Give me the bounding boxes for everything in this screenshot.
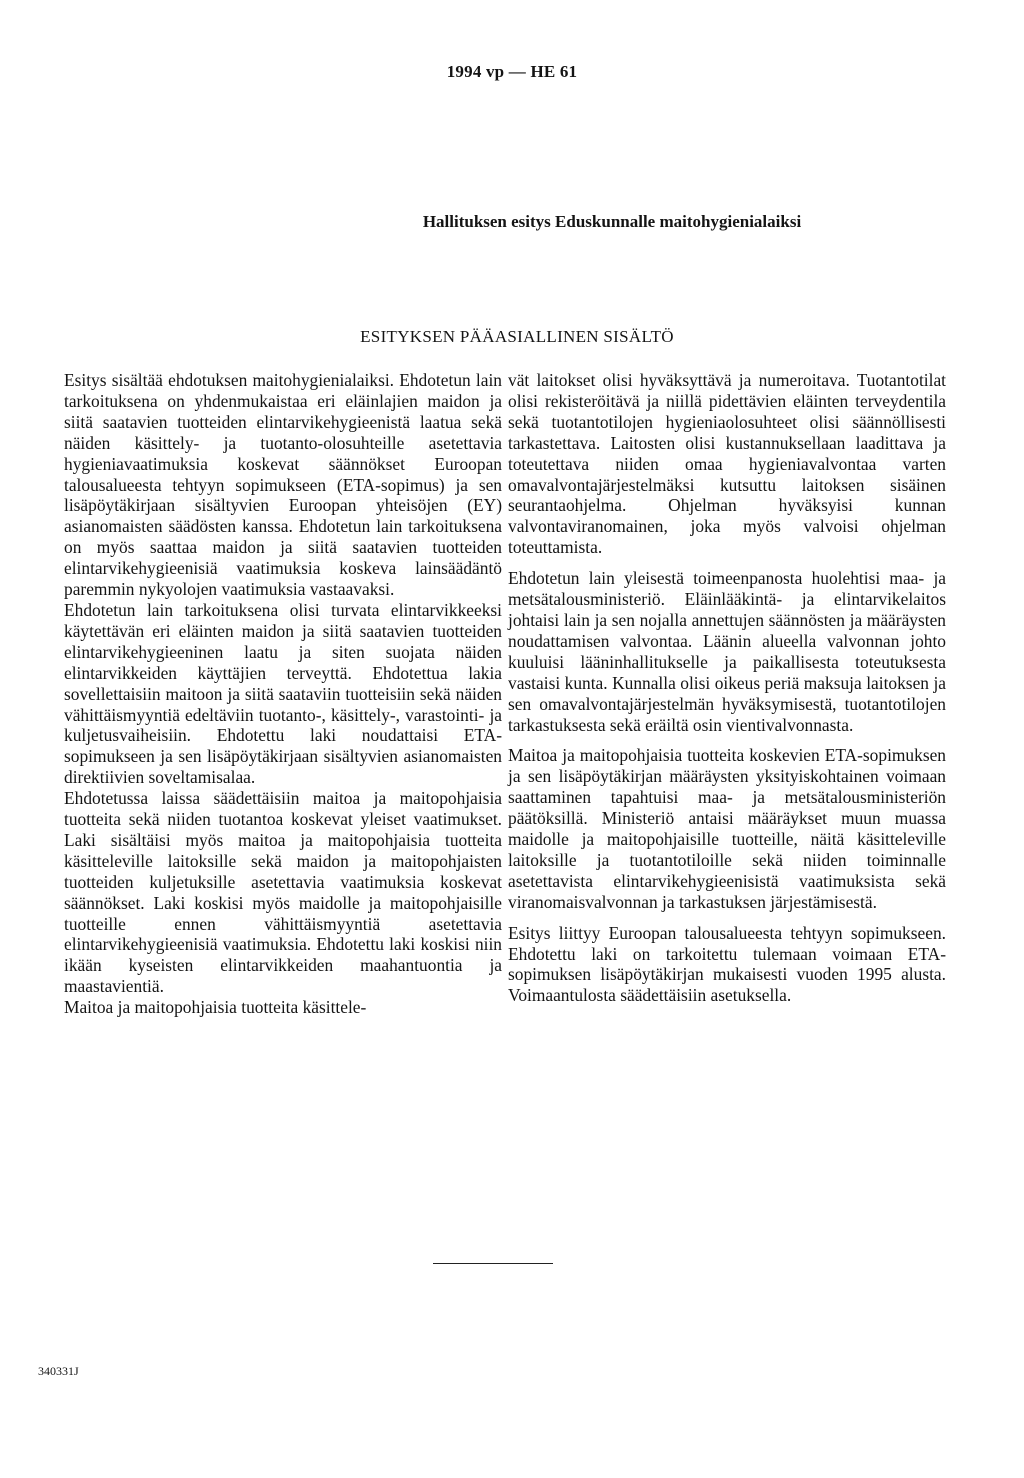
right-paragraph-3: Maitoa ja maitopohjaisia tuotteita koskevien ETA-sopimuksen ja sen lisäpöytäkirjan määräysten yksityiskohtainen voimaan saattaminen tapahtuisi maa- ja metsätalousministeriön päätöksillä. Ministeriö antaisi määräykset muun muassa maidolle ja maitopohjaisille tuotteille, näitä käsitteleville laitoksille ja tuotantotiloille sekä niiden toiminnalle asetettavista elintarvikehygieenisistä vaatimuksista sekä viranomaisvalvonnan ja tarkastuksen järjestämisestä.: [508, 745, 946, 912]
page-header: 1994 vp — HE 61: [446, 62, 578, 81]
section-title: ESITYKSEN PÄÄASIALLINEN SISÄLTÖ: [360, 327, 674, 346]
left-column: [64, 370, 502, 1018]
right-paragraph-4: Esitys liittyy Euroopan talousalueesta tehtyyn sopimukseen. Ehdotettu laki on tarkoitettu tulemaan voimaan ETA-sopimuksen lisäpöytäkirjan mukaisesti vuoden 1995 alusta. Voimaantulosta säädettäisiin asetuksella.: [508, 922, 946, 1006]
right-column: [508, 370, 946, 1006]
end-divider: [433, 1263, 553, 1264]
footer-code: 340331J: [38, 1364, 79, 1378]
left-paragraph-1: Esitys sisältää ehdotuksen maitohygienialaiksi. Ehdotetun lain tarkoituksena on yhdenmukaistaa eri eläinlajien maidon ja siitä saatavien tuotteiden elintarvikehygieenistä laatua sekä näiden käsittely- ja tuotanto-olosuhteille asetettavia hygieniavaatimuksia koskevat säännökset Euroopan talousalueesta tehtyyn sopimukseen (ETA-sopimus) ja sen lisäpöytäkirjaan sisältyvien Euroopan yhteisöjen (EY) asianomaisten säädösten kanssa. Ehdotetun lain tarkoituksena on myös saattaa maidon ja siitä saatavien tuotteiden elintarvikehygieenisiä vaatimuksia koskeva lainsäädäntö paremmin nykyolojen vaatimuksia vastaavaksi.: [64, 370, 502, 600]
left-paragraph-2: Ehdotetun lain tarkoituksena olisi turvata elintarvikkeeksi käytettävän eri eläinten maidon ja siitä saatavien tuotteiden elintarvikehygieeninen laatu ja siten suojata näiden elintarvikkeiden käyttäjien terveyttä. Ehdotettua lakia sovellettaisiin maitoon ja siitä saataviin tuotteisiin sekä näiden vähittäismyyntiä edeltäviin tuotanto-, käsittely-, varastointi- ja kuljetusvaiheisiin. Ehdotettu laki noudattaisi ETA-sopimukseen ja sen lisäpöytäkirjaan sisältyvien asianomaisten direktiivien soveltamisalaa.: [64, 599, 502, 788]
document-title: Hallituksen esitys Eduskunnalle maitohygienialaiksi: [422, 212, 802, 231]
right-paragraph-2: Ehdotetun lain yleisestä toimeenpanosta huolehtisi maa- ja metsätalousministeriö. Eläinlääkintä- ja elintarvikelaitos johtaisi lain ja sen nojalla annettujen säännösten ja määräysten noudattamisen valvontaa. Läänin alueella valvonnan johto kuuluisi lääninhallitukselle ja paikallisesta toteutuksesta vastaisi kunta. Kunnalla olisi oikeus periä maksuja laitoksen ja sen omavalvontajärjestelmän hyväksymisestä, tuotantotilojen tarkastuksesta sekä eräiltä osin vientivalvonnasta.: [508, 568, 946, 735]
right-paragraph-1: vät laitokset olisi hyväksyttävä ja numeroitava. Tuotantotilat olisi rekisteröitävä ja niillä pidettävien eläinten terveydentila sekä tuotantotilojen hygieniaolosuhteet olisi säännöllisesti tarkastettava. Laitosten olisi kustannuksellaan laadittava ja toteutettava niiden omaa hygieniavalvontaa varten omavalvontajärjestelmäksi kutsuttu laitoksen sisäinen seurantaohjelma. Ohjelman hyväksyisi kunnan valvontaviranomainen, joka myös valvoisi ohjelman toteuttamista.: [508, 370, 946, 558]
left-paragraph-4: Maitoa ja maitopohjaisia tuotteita käsittele-: [64, 997, 367, 1018]
left-paragraph-3: Ehdotetussa laissa säädettäisiin maitoa ja maitopohjaisia tuotteita sekä niiden tuotantoa koskevat yleiset vaatimukset. Laki sisältäisi myös maitoa ja maitopohjaisia tuotteita käsitteleville laitoksille sekä maidon ja maitopohjaisten tuotteiden kuljetuksille asetettavia vaatimuksia koskevat säännökset. Laki koskisi myös maidolle ja maitopohjaisille tuotteille ennen vähittäismyyntiä asetettavia elintarvikehygieenisiä vaatimuksia. Ehdotettu laki koskisi niin ikään kyseisten elintarvikkeiden maahantuontia ja maastavientiä.: [64, 788, 502, 997]
